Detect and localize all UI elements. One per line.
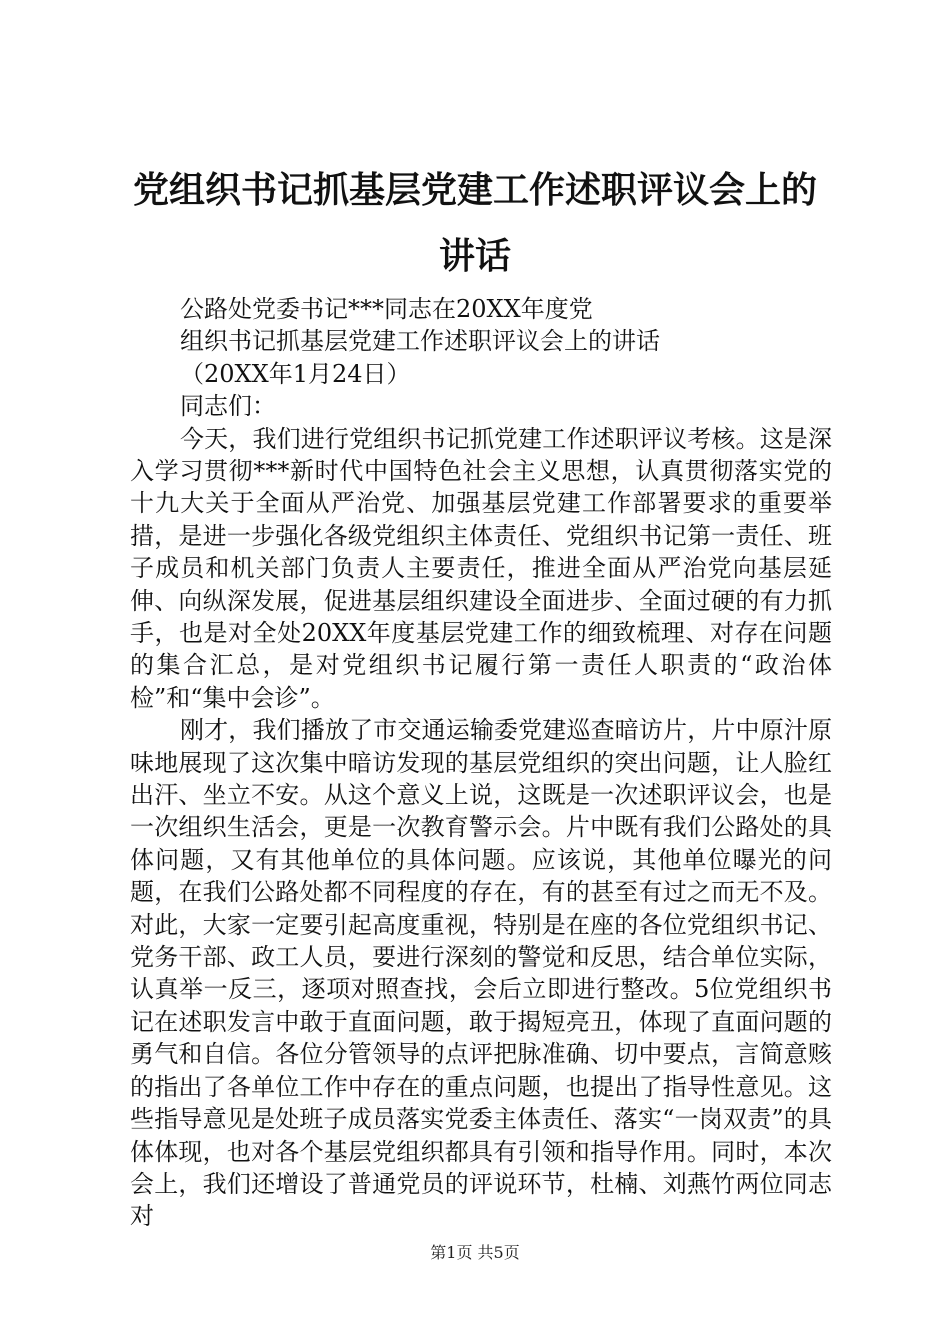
subtitle-line-1: 公路处党委书记***同志在20XX年度党 <box>180 295 593 323</box>
paragraph-1: 今天，我们进行党组织书记抓党建工作述职评议考核。这是深入学习贯彻***新时代中国特色社会主义思想，认真贯彻落实党的十九大关于全面从严治党、加强基层党建工作部署要求的重要举措，是进一步强化各级党组织主体责任、党组织书记第一责任、班子成员和机关部门负责人主要责任，推进全面从严治党向基层延伸、向纵深发展，促进基层组织建设全面进步、全面过硬的有力抓手，也是对全处20XX年度基层党建工作的细致梳理、对存在问题的集合汇总，是对党组织书记履行第一责任人职责的“政治体检”和“集中会诊”。 <box>130 424 832 712</box>
document-body <box>130 293 832 1233</box>
salutation: 同志们： <box>180 392 276 421</box>
document-title: 党组织书记抓基层党建工作述职评议会上的讲话 <box>132 170 817 277</box>
page-footer: 第1页 共5页 <box>430 1243 520 1262</box>
subtitle-line-2: 组织书记抓基层党建工作述职评议会上的讲话 <box>180 327 660 356</box>
date-line: （20XX年1月24日） <box>180 359 411 388</box>
paragraph-2: 刚才，我们播放了市交通运输委党建巡查暗访片，片中原汁原味地展现了这次集中暗访发现的基层党组织的突出问题，让人脸红出汗、坐立不安。从这个意义上说，这既是一次述职评议会，也是一次组织生活会，更是一次教育警示会。片中既有我们公路处的具体问题，又有其他单位的具体问题。应该说，其他单位曝光的问题，在我们公路处都不同程度的存在，有的甚至有过之而无不及。对此，大家一定要引起高度重视，特别是在座的各位党组织书记、党务干部、政工人员，要进行深刻的警觉和反思，结合单位实际，认真举一反三，逐项对照查找，会后立即进行整改。5位党组织书记在述职发言中敢于直面问题，敢于揭短亮丑，体现了直面问题的勇气和自信。各位分管领导的点评把脉准确、切中要点，言简意赅的指出了各单位工作中存在的重点问题，也提出了指导性意见。这些指导意见是处班子成员落实党委主体责任、落实“一岗双责”的具体体现，也对各个基层党组织都具有引领和指导作用。同时，本次会上，我们还增设了普通党员的评说环节，杜楠、刘燕竹两位同志对 <box>130 716 832 1231</box>
